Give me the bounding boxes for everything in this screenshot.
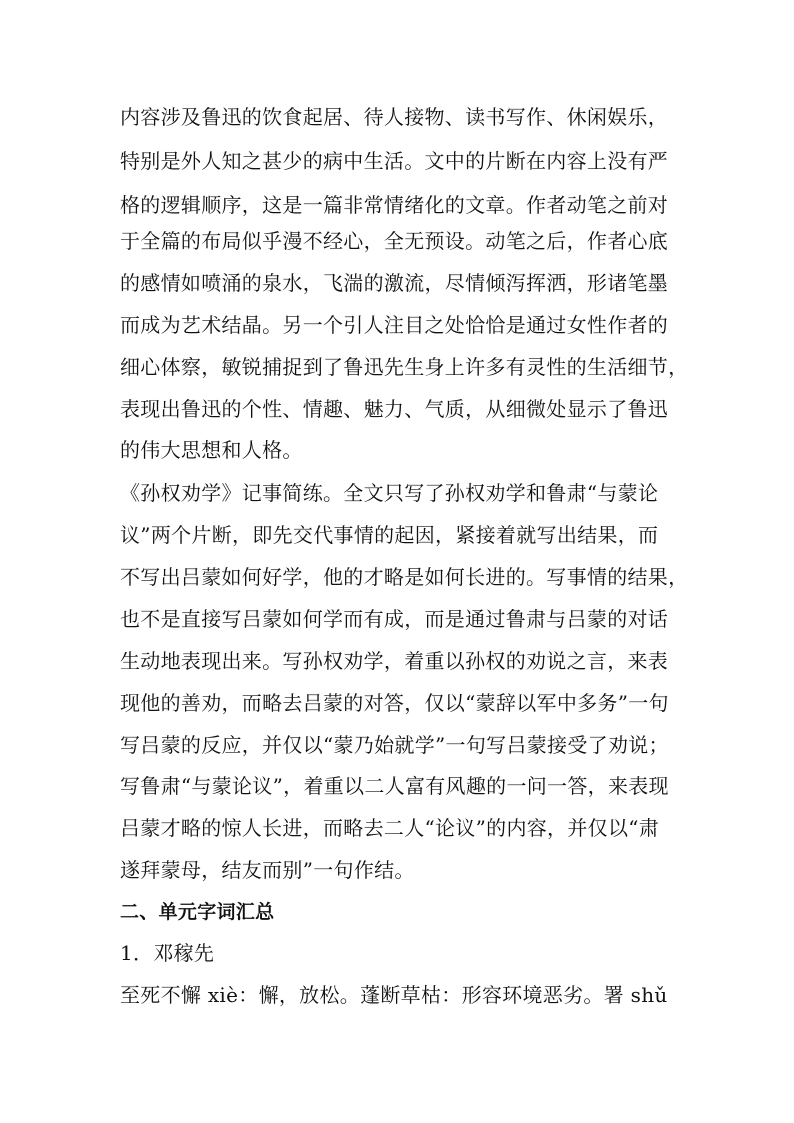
paragraph-1-line-7: 细心体察，敏锐捕捉到了鲁迅先生身上许多有灵性的生活细节，: [120, 355, 689, 379]
paragraph-1-line-3: 格的逻辑顺序，这是一篇非常情绪化的文章。作者动笔之前对: [120, 193, 669, 217]
paragraph-2-line-1: 《孙权劝学》记事简练。全文只写了孙权劝学和鲁肃“与蒙论: [120, 481, 659, 505]
paragraph-1-line-1: 内容涉及鲁迅的饮食起居、待人接物、读书写作、休闲娱乐，: [120, 105, 669, 129]
paragraph-1-line-9: 的伟大思想和人格。: [120, 438, 303, 462]
paragraph-1-line-4: 于全篇的布局似乎漫不经心，全无预设。动笔之后，作者心底: [120, 229, 669, 253]
paragraph-2-line-4: 也不是直接写吕蒙如何学而有成，而是通过鲁肃与吕蒙的对话: [120, 607, 669, 631]
paragraph-2-line-9: 吕蒙才略的惊人长进，而略去二人“论议”的内容，并仅以“肃: [120, 816, 660, 840]
paragraph-2-line-7: 写吕蒙的反应，并仅以“蒙乃始就学”一句写吕蒙接受了劝说；: [120, 733, 669, 757]
paragraph-1-line-5: 的感情如喷涌的泉水，飞湍的激流，尽情倾泻挥洒，形诸笔墨: [120, 271, 669, 295]
paragraph-2-line-2: 议”两个片断，即先交代事情的起因，紧接着就写出结果，而: [120, 523, 659, 547]
subsection-heading: 1．邓稼先: [120, 941, 215, 965]
paragraph-1-line-6: 而成为艺术结晶。另一个引人注目之处恰恰是通过女性作者的: [120, 313, 669, 337]
paragraph-2-line-5: 生动地表现出来。写孙权劝学，着重以孙权的劝说之言，来表: [120, 649, 669, 673]
paragraph-2-line-8: 写鲁肃“与蒙论议”，着重以二人富有风趣的一问一答，来表现: [120, 774, 669, 798]
paragraph-1-line-8: 表现出鲁迅的个性、情趣、魅力、气质，从细微处显示了鲁迅: [120, 397, 669, 421]
section-heading: 二、单元字词汇总: [120, 901, 275, 923]
paragraph-2-line-10: 遂拜蒙母，结友而别”一句作结。: [120, 858, 415, 882]
paragraph-2-line-3: 不写出吕蒙如何好学，他的才略是如何长进的。写事情的结果，: [120, 565, 689, 589]
vocabulary-line: 至死不懈 xiè：懈，放松。蓬断草枯：形容环境恶劣。署 shǔ: [120, 983, 668, 1007]
paragraph-2-line-6: 现他的善劝，而略去吕蒙的对答，仅以“蒙辞以军中多务”一句: [120, 691, 669, 715]
paragraph-1-line-2: 特别是外人知之甚少的病中生活。文中的片断在内容上没有严: [120, 149, 669, 173]
